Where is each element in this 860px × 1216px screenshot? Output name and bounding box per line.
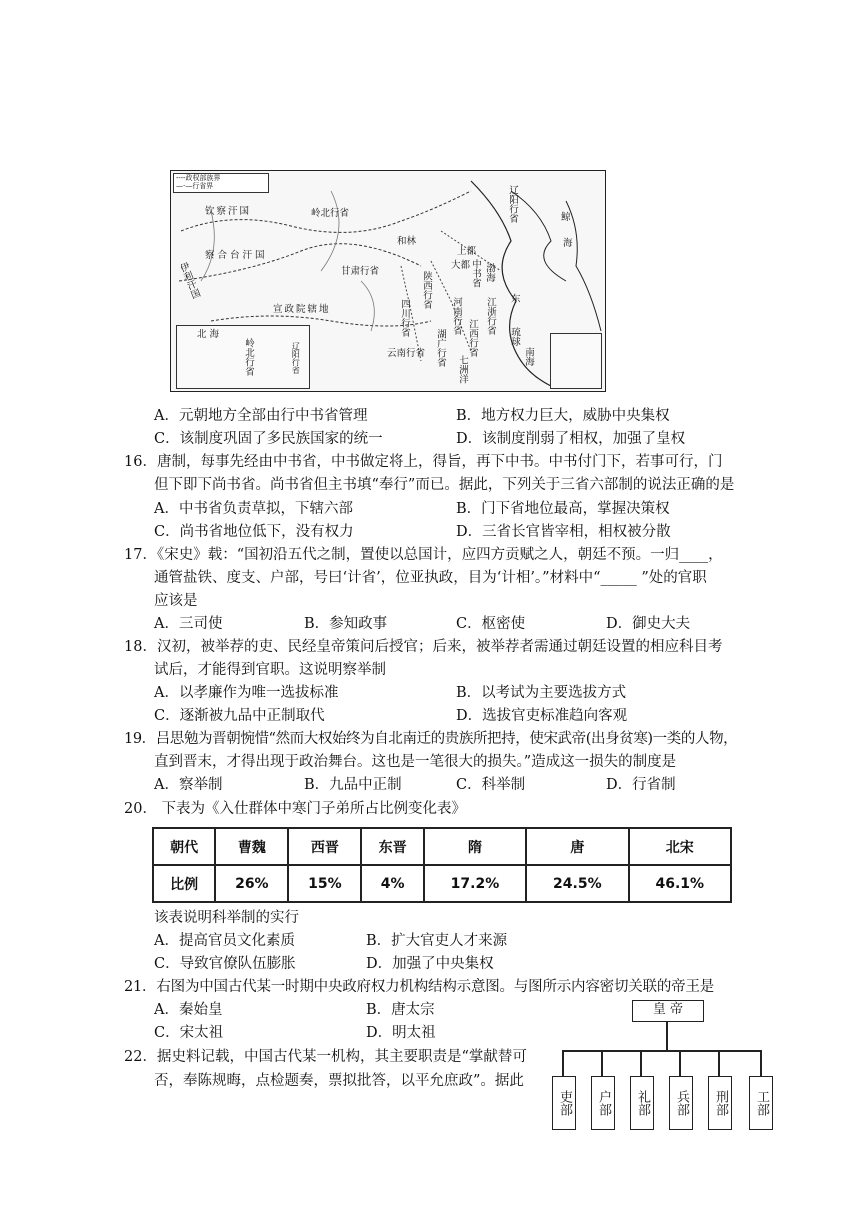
map-label-chahetai: 察合台汗国 bbox=[205, 250, 268, 261]
q18-option-b[interactable]: B．以考试为主要选拔方式 bbox=[456, 685, 627, 701]
map-label-henan: 河南行省 bbox=[450, 297, 462, 335]
q17-option-d[interactable]: D．御史大夫 bbox=[606, 616, 691, 632]
map-label-nanhai: 南海 bbox=[522, 347, 534, 366]
q20-option-b[interactable]: B．扩大官吏人才来源 bbox=[366, 933, 508, 949]
map-label-liaoyang: 辽阳行省 bbox=[506, 185, 518, 223]
ratio-value-cell: 26% bbox=[215, 865, 288, 902]
map-label-dong: 东 bbox=[511, 294, 521, 305]
diagram-connector bbox=[718, 1050, 720, 1076]
q18-stem-line1: 18．汉初，被举荐的吏、民经皇帝策问后授官；后来，被举荐者需通过朝廷设置的相应科目考 bbox=[124, 639, 723, 655]
q16-stem-line2: 但下即下尚书省。尚书省但主书填“奉行”而已。据此，下列关于三省六部制的说法正确的是 bbox=[154, 477, 735, 493]
ratio-table-value-row bbox=[153, 865, 731, 902]
q21-option-d[interactable]: D．明太祖 bbox=[366, 1025, 436, 1041]
q15-option-a[interactable]: A．元朝地方全部由行中书省管理 bbox=[154, 408, 368, 424]
q16-option-c[interactable]: C．尚书省地位低下，没有权力 bbox=[154, 524, 354, 540]
map-inset-south-sea bbox=[550, 333, 602, 389]
map-label-lingbei-inset: 岭北行省 bbox=[242, 338, 254, 376]
q17-stem-line2: 通管盐铁、度支、户部，号曰‘计省’，位亚执政，目为‘计相’。”材料中“_____ ”处的官职 bbox=[154, 570, 707, 586]
diagram-emperor-box: 皇 帝 bbox=[632, 1000, 704, 1022]
ratio-value-cell: 17.2% bbox=[424, 865, 526, 902]
map-label-dadu: 大都 bbox=[451, 260, 471, 271]
ratio-header-cell: 唐 bbox=[526, 828, 628, 865]
q20-option-d[interactable]: D．加强了中央集权 bbox=[366, 956, 494, 972]
diagram-ministry-rites: 礼部 bbox=[630, 1076, 654, 1130]
map-label-jiangxi: 江西行省 bbox=[466, 319, 478, 357]
q21-option-c[interactable]: C．宋太祖 bbox=[154, 1025, 224, 1041]
ratio-value-cell: 4% bbox=[361, 865, 423, 902]
diagram-connector bbox=[562, 1050, 760, 1052]
q19-option-c[interactable]: C．科举制 bbox=[456, 777, 526, 793]
q20-stem-line1: 20． 下表为《入仕群体中寒门子弟所占比例变化表》 bbox=[124, 801, 467, 817]
q21-option-a[interactable]: A．秦始皇 bbox=[154, 1002, 223, 1018]
q22-stem-line1: 22．据史料记载，中国古代某一机构，其主要职责是“掌献替可 bbox=[124, 1049, 527, 1065]
map-label-jiangzhe: 江浙行省 bbox=[484, 297, 496, 335]
central-government-diagram bbox=[548, 998, 788, 1133]
map-label-helin: 和林 bbox=[397, 236, 417, 247]
map-label-liaoyang-inset: 辽阳行省 bbox=[291, 342, 301, 374]
q19-stem-line1: 19．吕思勉为晋朝惋惜“然而大权始终为自北南迁的贵族所把持，使宋武帝(出身贫寒)一类的人物， bbox=[124, 731, 738, 747]
diagram-connector bbox=[601, 1050, 603, 1076]
q16-stem-line1: 16．唐制，每事先经由中书省，中书做定将上，得旨，再下中书。中书付门下，若事可行，门 bbox=[124, 454, 723, 470]
diagram-ministry-revenue: 户部 bbox=[591, 1076, 615, 1130]
q16-option-a[interactable]: A．中书省负责草拟，下辖六部 bbox=[154, 501, 353, 517]
map-label-hai: 海 bbox=[563, 238, 573, 249]
map-label-jing: 鲸 bbox=[561, 212, 571, 223]
q19-stem-line2: 直到晋末，才得出现于政治舞台。这也是一笔很大的损失。”造成这一损失的制度是 bbox=[154, 754, 677, 770]
map-inset-lingbei bbox=[176, 325, 310, 389]
q17-option-a[interactable]: A．三司使 bbox=[154, 616, 223, 632]
q21-option-b[interactable]: B．唐太宗 bbox=[366, 1002, 435, 1018]
q18-option-c[interactable]: C．逐渐被九品中正制取代 bbox=[154, 708, 325, 724]
diagram-connector bbox=[562, 1050, 564, 1076]
map-label-huguang: 湖广行省 bbox=[434, 329, 446, 367]
q16-option-d[interactable]: D．三省长官皆宰相，相权被分散 bbox=[456, 524, 671, 540]
map-legend: ----政权部族界 —·—行省界 bbox=[173, 173, 269, 193]
q16-option-b[interactable]: B．门下省地位最高，掌握决策权 bbox=[456, 501, 670, 517]
q15-option-b[interactable]: B．地方权力巨大，威胁中央集权 bbox=[456, 408, 670, 424]
map-label-yili: 伊利汗国 bbox=[176, 261, 202, 301]
ratio-value-cell: 比例 bbox=[153, 865, 215, 902]
ratio-table-header-row bbox=[153, 828, 731, 865]
map-label-qizhouyang: 七洲洋 bbox=[456, 355, 468, 384]
q18-stem-line2: 试后，才能得到官职。这说明察举制 bbox=[154, 662, 386, 678]
ratio-header-cell: 东晋 bbox=[361, 828, 423, 865]
diagram-connector bbox=[666, 1022, 668, 1050]
diagram-connector bbox=[760, 1050, 762, 1076]
map-label-shangdu: 上都 bbox=[457, 246, 477, 257]
yuan-dynasty-map bbox=[170, 170, 606, 392]
ratio-header-cell: 西晋 bbox=[288, 828, 361, 865]
q20-option-a[interactable]: A．提高官员文化素质 bbox=[154, 933, 295, 949]
ratio-value-cell: 24.5% bbox=[526, 865, 628, 902]
q17-stem-line1: 17．《宋史》载：“国初沿五代之制，置使以总国计，应四方贡赋之人，朝廷不预。一归____， bbox=[124, 547, 723, 563]
ratio-header-cell: 曹魏 bbox=[215, 828, 288, 865]
diagram-ministry-war: 兵部 bbox=[669, 1076, 693, 1130]
q17-option-c[interactable]: C．枢密使 bbox=[456, 616, 526, 632]
ratio-header-cell: 朝代 bbox=[153, 828, 215, 865]
map-label-yunnan: 云南行省 bbox=[387, 348, 426, 359]
ratio-table bbox=[152, 827, 732, 903]
map-label-sichuan: 四川行省 bbox=[398, 299, 410, 337]
q18-option-a[interactable]: A．以孝廉作为唯一选拔标准 bbox=[154, 685, 339, 701]
q18-option-d[interactable]: D．选拔官吏标准趋向客观 bbox=[456, 708, 628, 724]
map-label-shaanxi: 陕西行省 bbox=[420, 271, 432, 309]
q19-option-b[interactable]: B．九品中正制 bbox=[304, 777, 402, 793]
diagram-ministry-works: 工部 bbox=[749, 1076, 773, 1130]
ratio-value-cell: 15% bbox=[288, 865, 361, 902]
map-label-xuanzheng: 宣政院辖地 bbox=[273, 304, 331, 315]
map-label-lingbei: 岭北行省 bbox=[311, 208, 350, 219]
diagram-connector bbox=[640, 1050, 642, 1076]
q17-option-b[interactable]: B．参知政事 bbox=[304, 616, 388, 632]
ratio-value-cell: 46.1% bbox=[629, 865, 731, 902]
diagram-ministry-personnel: 吏部 bbox=[552, 1076, 576, 1130]
q20-option-c[interactable]: C．导致官僚队伍膨胀 bbox=[154, 956, 296, 972]
diagram-ministry-justice: 刑部 bbox=[708, 1076, 732, 1130]
diagram-connector bbox=[679, 1050, 681, 1076]
ratio-header-cell: 北宋 bbox=[629, 828, 731, 865]
map-label-beihai: 北海 bbox=[197, 329, 223, 340]
ratio-header-cell: 隋 bbox=[424, 828, 526, 865]
q17-stem-line3: 应该是 bbox=[154, 593, 198, 609]
map-label-qinchaqi: 钦察汗国 bbox=[205, 206, 252, 217]
map-label-gansu: 甘肃行省 bbox=[341, 266, 380, 277]
q19-option-a[interactable]: A．察举制 bbox=[154, 777, 223, 793]
q22-stem-line2: 否，奉陈规晦，点检题奏，票拟批答，以平允庶政”。据此 bbox=[154, 1073, 524, 1089]
q21-stem-line1: 21．右图为中国古代某一时期中央政府权力机构结构示意图。与图所示内容密切关联的帝王是 bbox=[124, 979, 715, 995]
q19-option-d[interactable]: D．行省制 bbox=[606, 777, 676, 793]
q15-option-c[interactable]: C．该制度巩固了多民族国家的统一 bbox=[154, 431, 383, 447]
map-label-liuqiu: 琉球 bbox=[508, 327, 520, 346]
q20-stem-line2: 该表说明科举制的实行 bbox=[154, 910, 299, 926]
map-label-zhongshu: 中书省 bbox=[469, 259, 481, 288]
map-label-bohai: 渤海 bbox=[483, 263, 495, 282]
q15-option-d[interactable]: D．该制度削弱了相权，加强了皇权 bbox=[456, 431, 686, 447]
